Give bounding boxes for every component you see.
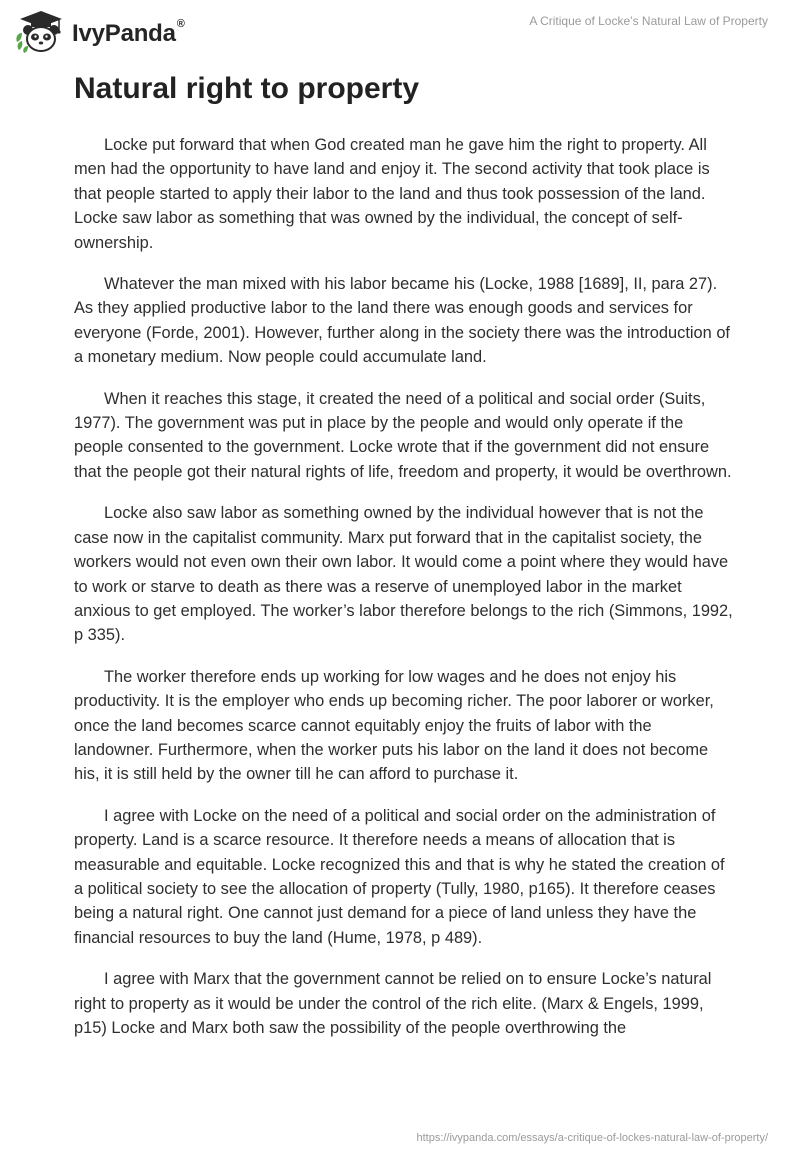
paragraph: The worker therefore ends up working for low wages and he does not enjoy his productivity. It is the employer who ends up becoming richer. The poor laborer or worker, once the land becomes scarce cannot equitably enjoy the fruits of labor with the landowner. Furthermore, when the worker puts his labor on the land it does not become his, it is still held by the owner till he can afford to purchase it. [74, 667, 714, 784]
paragraph: I agree with Marx that the government cannot be relied on to ensure Locke’s natural right to property as it would be under the control of the rich elite. (Marx & Engels, 1999, p15) Locke and Marx both saw the possibility of the people overthrowing the [74, 970, 712, 1037]
brand-name: IvyPanda® [72, 18, 185, 47]
source-url: https://ivypanda.com/essays/a-critique-of-lockes-natural-law-of-property/ [416, 1132, 768, 1144]
document-title: A Critique of Locke’s Natural Law of Property [529, 14, 768, 28]
article-body [74, 133, 734, 1057]
page-title: Natural right to property [74, 72, 420, 105]
panda-graduate-logo-icon [14, 9, 68, 55]
paragraph: When it reaches this stage, it created the need of a political and social order (Suits, 1977). The government was put in place by the people and would only operate if the people consented to the government. Locke wrote that if the government did not ensure that the people got their natural rights of life, freedom and property, it would be overthrown. [74, 389, 732, 481]
page-header [0, 0, 800, 70]
paragraph: I agree with Locke on the need of a political and social order on the administration of property. Land is a scarce resource. It therefore needs a means of allocation that is measurable and equitable. Locke recognized this and that is why he stated the creation of a political society to see the allocation of property (Tully, 1980, p165). It therefore ceases being a natural right. One cannot just demand for a piece of land unless they have the financial resources to buy the land (Hume, 1978, p 489). [74, 806, 725, 947]
paragraph: Whatever the man mixed with his labor became his (Locke, 1988 [1689], II, para 27). As they applied productive labor to the land there was enough goods and services for everyone (Forde, 2001). However, further along in the society there was the introduction of a monetary medium. Now people could accumulate land. [74, 275, 730, 367]
registered-mark: ® [176, 18, 185, 30]
brand-logo-link[interactable] [14, 9, 185, 55]
paragraph: Locke put forward that when God created man he gave him the right to property. All men had the opportunity to have land and enjoy it. The second activity that took place is that people started to apply their labor to the land and thus took possession of the land. Locke saw labor as something that was owned by the individual, the concept of self-ownership. [74, 136, 710, 252]
paragraph: Locke also saw labor as something owned by the individual however that is not the case now in the capitalist community. Marx put forward that in the capitalist society, the workers would not even own their own labor. It would come a point where they would have to work or starve to death as there was a reserve of unemployed labor in the market anxious to get employed. The worker’s labor therefore belongs to the rich (Simmons, 1992, p 335). [74, 504, 733, 645]
